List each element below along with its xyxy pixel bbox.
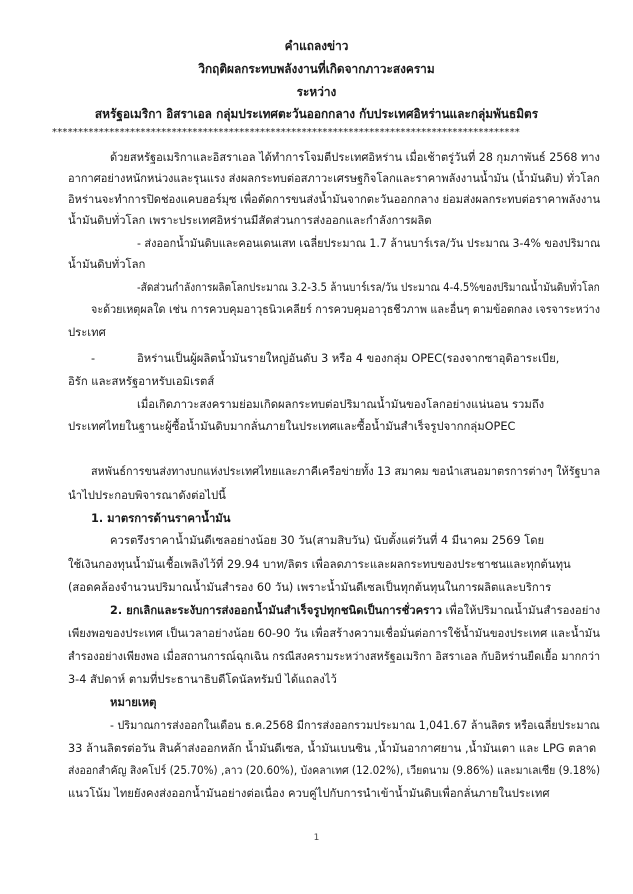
page-number: 1: [313, 833, 320, 843]
note-heading: หมายเหตุ: [110, 696, 157, 709]
bullet-export-line-1: - ส่งออกน้ำมันดิบและคอนเดนเสท เฉลี่ยประมาณ 1.7 ล้านบาร์เรล/วัน ประมาณ 3-4% ของปริมาณ: [137, 237, 601, 250]
note-line-4: แนวโน้ม ไทยยังคงส่งออกน้ำมันอย่างต่อเนื่อง ควบคู่ไปกับการนำเข้าน้ำมันดิบเพื่อกลั่นภายในประเทศ: [68, 787, 550, 800]
bullet-export-line-2: น้ำมันดิบทั่วโลก: [68, 258, 146, 271]
star-divider: ******************************************************************************************: [52, 127, 520, 138]
measure-2-line-3: สำรองอย่างเพียงพอ เมื่อสถานการณ์ฉุกเฉิน กรณีสงครามระหว่างสหรัฐอเมริกา อิสราเอล กับอิหร่านยืดเยื้อ มากกว่า: [68, 650, 601, 663]
bullet-capacity-line-2: จะด้วยเหตุผลใด เช่น การควบคุมอาวุธนิวเคลียร์ การควบคุมอาวุธชีวภาพ และอื่นๆ ตามข้อตกลง เจรจาระหว่าง: [91, 303, 600, 316]
paragraph-2-line-2: ประเทศไทยในฐานะผู้ซื้อน้ำมันดิบมากลั่นภายในประเทศและซื้อน้ำมันสำเร็จรูปจากกลุ่มOPEC: [68, 420, 516, 433]
bullet-opec-dash: -: [91, 352, 96, 365]
measure-2-heading: 2. ยกเลิกและระงับการส่งออกน้ำมันสำเร็จรูปทุกชนิดเป็นการชั่วคราว: [110, 604, 442, 617]
measure-2-line-1-tail: เพื่อให้ปริมาณน้ำมันสำรองอย่าง: [441, 604, 601, 617]
parties-line: สหรัฐอเมริกา อิสราเอล กลุ่มประเทศตะวันออกกลาง กับประเทศอิหร่านและกลุ่มพันธมิตร: [94, 106, 539, 121]
press-release-subtitle: วิกฤติผลกระทบพลังงานที่เกิดจากภาวะสงคราม: [198, 61, 435, 76]
measure-1-line-1: ควรตรึงราคาน้ำมันดีเซลอย่างน้อย 30 วัน(สามสิบวัน) นับตั้งแต่วันที่ 4 มีนาคม 2569 โดย: [110, 534, 545, 547]
measure-1-heading: 1. มาตรการด้านราคาน้ำมัน: [91, 512, 231, 525]
paragraph-1-line-3: อิหร่านจะทำการปิดช่องแคบฮอร์มุซ เพื่อตัดการขนส่งน้ำมันจากตะวันออกกลาง ย่อมส่งผลกระทบต่อราคาพลังงาน: [68, 193, 601, 206]
bullet-capacity-line-3: ประเทศ: [68, 326, 106, 339]
paragraph-1-line-2: อากาศอย่างหนักหน่วงและรุนแรง ส่งผลกระทบต่อสภาวะเศรษฐกิจโลกและราคาพลังงานน้ำมัน (น้ำมันดิบ) ทั่วโลก: [68, 172, 600, 185]
measure-2-line-2: เพียงพอของประเทศ เป็นเวลาอย่างน้อย 60-90 วัน เพื่อสร้างความเชื่อมั่นต่อการใช้น้ำมันของประเทศ และน้ำมัน: [68, 627, 600, 640]
press-release-title: คำแถลงข่าว: [284, 38, 349, 53]
bullet-capacity-line-1: -สัดส่วนกำลังการผลิตโลกประมาณ 3.2-3.5 ล้านบาร์เรล/วัน ประมาณ 4-4.5%ของปริมาณน้ำมันดิบทั่วโลก: [137, 281, 600, 294]
note-line-2: 33 ล้านลิตรต่อวัน สินค้าส่งออกหลัก น้ำมันดีเซล, น้ำมันเบนซิน ,น้ำมันอากาศยาน ,น้ำมันเตา และ LPG ตลาด: [68, 742, 597, 755]
paragraph-3-line-1: สหพันธ์การขนส่งทางบกแห่งประเทศไทยและภาคีเครือข่ายทั้ง 13 สมาคม ขอนำเสนอมาตรการต่างๆ ให้รัฐบาล: [91, 465, 601, 478]
bullet-opec-line-1: อิหร่านเป็นผู้ผลิตน้ำมันรายใหญ่อันดับ 3 หรือ 4 ของกลุ่ม OPEC(รองจากซาอุดิอาระเบีย,: [137, 352, 560, 365]
note-line-3: ส่งออกสำคัญ สิงคโปร์ (25.70%) ,ลาว (20.60%), บังคลาเทศ (12.02%), เวียดนาม (9.86%) และมาเลเซีย (9.18%): [68, 764, 601, 777]
measure-2-line-1: [110, 603, 600, 619]
measure-2-line-4: 3-4 สัปดาห์ ตามที่ประธานาธิบดีโดนัลทรัมป์ ได้แถลงไว้: [68, 673, 337, 686]
bullet-opec-line-2: อิรัก และสหรัฐอาหรับเอมิเรตส์: [68, 375, 215, 388]
paragraph-1-line-4: น้ำมันดิบทั่วโลก เพราะประเทศอิหร่านมีสัดส่วนการส่งออกและกำลังการผลิต: [68, 214, 432, 227]
measure-1-line-3: (สอดคล้องจำนวนปริมาณน้ำมันสำรอง 60 วัน) เพราะน้ำมันดีเซลเป็นทุกต้นทุนในการผลิตและบริการ: [68, 581, 552, 594]
paragraph-2-line-1: เมื่อเกิดภาวะสงครามย่อมเกิดผลกระทบต่อปริมาณน้ำมันของโลกอย่างแน่นอน รวมถึง: [137, 398, 545, 411]
paragraph-3-line-2: นำไปประกอบพิจารณาดังต่อไปนี้: [68, 489, 226, 502]
paragraph-1-line-1: ด้วยสหรัฐอเมริกาและอิสราเอล ได้ทำการโจมตีประเทศอิหร่าน เมื่อเช้าตรู่วันที่ 28 กุมภาพันธ์ 2568 ทาง: [110, 151, 600, 164]
note-line-1: - ปริมาณการส่งออกในเดือน ธ.ค.2568 มีการส่งออกรวมประมาณ 1,041.67 ล้านลิตร หรือเฉลี่ยประมาณ: [110, 719, 600, 732]
between-label: ระหว่าง: [296, 84, 337, 99]
measure-1-line-2: ใช้เงินกองทุนน้ำมันเชื้อเพลิงไว้ที่ 29.94 บาท/ลิตร เพื่อลดภาระและผลกระทบของประชาชนและทุกต้นทุน: [68, 558, 571, 571]
